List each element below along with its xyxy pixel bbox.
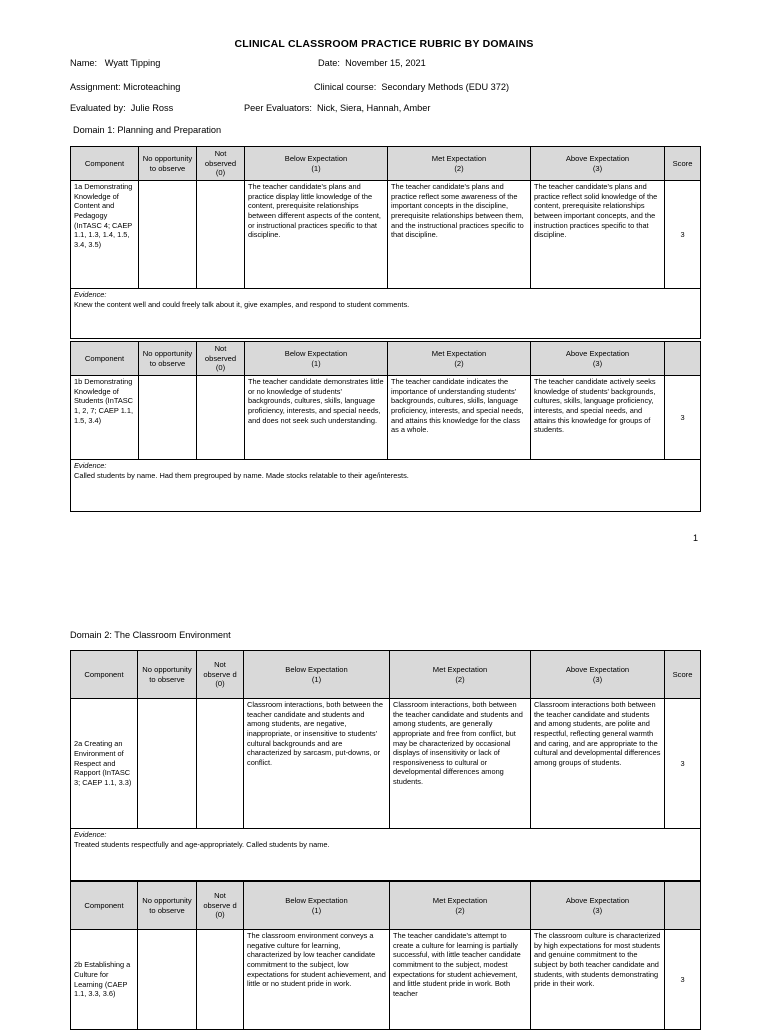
date-value: November 15, 2021 bbox=[345, 58, 426, 68]
evidence-label: Evidence: bbox=[74, 290, 107, 299]
table-row bbox=[71, 699, 701, 829]
score-cell[interactable]: 3 bbox=[665, 376, 701, 460]
table-row bbox=[71, 930, 701, 1030]
peer-value: Nick, Siera, Hannah, Amber bbox=[317, 103, 431, 113]
score-cell[interactable]: 3 bbox=[665, 181, 701, 289]
col-not-observed: Not observe d (0) bbox=[197, 651, 244, 699]
name-label: Name: bbox=[70, 58, 98, 68]
col-not-observed: Not observed (0) bbox=[197, 342, 245, 376]
evidence-text: Treated students respectfully and age-appropriately. Called students by name. bbox=[74, 839, 330, 849]
col-above: Above Expectation (3) bbox=[531, 147, 665, 181]
col-score bbox=[665, 342, 701, 376]
evidence-label: Evidence: bbox=[74, 461, 107, 470]
col-met: Met Expectation (2) bbox=[390, 651, 531, 699]
date-label: Date: bbox=[318, 58, 340, 68]
above-cell: The teacher candidate's plans and practice reflect solid knowledge of the content, prerequisite relationships between important concepts, and the instruction practices specific to that discipline. bbox=[531, 181, 665, 289]
above-cell: The classroom culture is characterized by high expectations for most students and genuine commitment to the subject by both teacher candidate and students, with students demonstrating pride in their work. bbox=[531, 930, 665, 1030]
evidence-cell[interactable] bbox=[71, 289, 701, 339]
component-cell: 2b Establishing a Culture for Learning (CAEP 1.1, 3.3, 3.6) bbox=[71, 930, 138, 1030]
component-cell: 2a Creating an Environment of Respect and Rapport (InTASC 3; CAEP 1.1, 3.3) bbox=[71, 699, 138, 829]
col-no-opportunity: No opportunity to observe bbox=[138, 882, 197, 930]
table-row bbox=[71, 181, 701, 289]
assignment-value: Microteaching bbox=[123, 82, 181, 92]
above-cell: The teacher candidate actively seeks knowledge of students' backgrounds, cultures, skills, language proficiency, interests, and special needs, and attains this knowledge for groups of students. bbox=[531, 376, 665, 460]
rubric-table-2a bbox=[70, 650, 701, 881]
component-cell: 1a Demonstrating Knowledge of Content and Pedagogy (InTASC 4; CAEP 1.1, 1.3, 1.4, 1.5, 3.4, 3.5) bbox=[71, 181, 139, 289]
col-above: Above Expectation (3) bbox=[531, 651, 665, 699]
col-below: Below Expectation (1) bbox=[245, 147, 388, 181]
not-observed-cell[interactable] bbox=[197, 930, 244, 1030]
col-not-observed: Not observe d (0) bbox=[197, 882, 244, 930]
evidence-row bbox=[71, 829, 701, 881]
peer-label: Peer Evaluators: bbox=[244, 103, 312, 113]
evidence-row bbox=[71, 289, 701, 339]
evidence-text: Called students by name. Had them pregrouped by name. Made stocks relatable to their age/interests. bbox=[74, 470, 409, 480]
page-title: CLINICAL CLASSROOM PRACTICE RUBRIC BY DOMAINS bbox=[234, 38, 534, 50]
score-cell[interactable]: 3 bbox=[665, 930, 701, 1030]
col-met: Met Expectation (2) bbox=[390, 882, 531, 930]
table-header-row bbox=[71, 882, 701, 930]
domain1-heading: Domain 1: Planning and Preparation bbox=[73, 125, 222, 135]
table-header-row bbox=[71, 342, 701, 376]
col-below: Below Expectation (1) bbox=[244, 882, 390, 930]
met-cell: Classroom interactions, both between the teacher candidate and students and among students, are generally appropriate and free from conflict, but may be characterized by occasional displays of insensitivity or lack of responsiveness to cultural or developmental differences among students. bbox=[390, 699, 531, 829]
col-met: Met Expectation (2) bbox=[388, 342, 531, 376]
col-score: Score bbox=[665, 651, 701, 699]
date-field bbox=[318, 58, 426, 68]
met-cell: The teacher candidate indicates the importance of understanding students' backgrounds, cultures, skills, language proficiency, interests, and special needs, and attains this knowledge for the class as a whole. bbox=[388, 376, 531, 460]
evidence-row bbox=[71, 460, 701, 512]
col-component: Component bbox=[71, 147, 139, 181]
assignment-field bbox=[70, 82, 180, 92]
col-below: Below Expectation (1) bbox=[245, 342, 388, 376]
evaluated-label: Evaluated by: bbox=[70, 103, 126, 113]
rubric-table-1b bbox=[70, 341, 701, 512]
name-value: Wyatt Tipping bbox=[104, 58, 161, 68]
peer-field bbox=[244, 103, 430, 113]
no-opportunity-cell[interactable] bbox=[138, 930, 197, 1030]
col-not-observed: Not observed (0) bbox=[197, 147, 245, 181]
col-no-opportunity: No opportunity to observe bbox=[138, 651, 197, 699]
course-value: Secondary Methods (EDU 372) bbox=[381, 82, 510, 92]
score-cell[interactable]: 3 bbox=[665, 699, 701, 829]
met-cell: The teacher candidate's attempt to create a culture for learning is partially successful, with little teacher candidate commitment to the subject, modest expectations for student achievement, and little student pride in work. Both teacher bbox=[390, 930, 531, 1030]
below-cell: Classroom interactions, both between the teacher candidate and students and among students, are negative, inappropriate, or insensitive to students' cultural backgrounds and are characterized by sarcasm, put-downs, or conflict. bbox=[244, 699, 390, 829]
component-cell: 1b Demonstrating Knowledge of Students (InTASC 1, 2, 7; CAEP 1.1, 1.5, 3.4) bbox=[71, 376, 139, 460]
table-header-row bbox=[71, 147, 701, 181]
no-opportunity-cell[interactable] bbox=[139, 376, 197, 460]
below-cell: The teacher candidate's plans and practice display little knowledge of the content, prerequisite relationships between different aspects of the content, or instructional practices specific to that discipline. bbox=[245, 181, 388, 289]
evidence-text: Knew the content well and could freely talk about it, give examples, and respond to student comments. bbox=[74, 299, 410, 309]
assignment-label: Assignment: bbox=[70, 82, 121, 92]
not-observed-cell[interactable] bbox=[197, 699, 244, 829]
course-label: Clinical course: bbox=[314, 82, 377, 92]
below-cell: The teacher candidate demonstrates little or no knowledge of students' backgrounds, cultures, skills, language proficiency, interests, and special needs, and does not seek such understanding. bbox=[245, 376, 388, 460]
met-cell: The teacher candidate's plans and practice reflect some awareness of the important concepts in the discipline, prerequisite relationships between them, and the instructional practices specific to that discipline. bbox=[388, 181, 531, 289]
name-field bbox=[70, 58, 160, 68]
not-observed-cell[interactable] bbox=[197, 181, 245, 289]
col-above: Above Expectation (3) bbox=[531, 882, 665, 930]
table-row bbox=[71, 376, 701, 460]
rubric-table-1a bbox=[70, 146, 701, 339]
below-cell: The classroom environment conveys a negative culture for learning, characterized by low teacher candidate commitment to the subject, low expectations for student achievement, and little or no student pride in work. bbox=[244, 930, 390, 1030]
rubric-table-2b bbox=[70, 881, 701, 1030]
evidence-label: Evidence: bbox=[74, 830, 107, 839]
col-component: Component bbox=[71, 882, 138, 930]
col-met: Met Expectation (2) bbox=[388, 147, 531, 181]
domain2-heading: Domain 2: The Classroom Environment bbox=[70, 630, 231, 640]
col-score bbox=[665, 882, 701, 930]
evaluated-value: Julie Ross bbox=[130, 103, 174, 113]
evidence-cell[interactable] bbox=[71, 829, 701, 881]
col-below: Below Expectation (1) bbox=[244, 651, 390, 699]
no-opportunity-cell[interactable] bbox=[138, 699, 197, 829]
page-number: 1 bbox=[693, 533, 699, 543]
col-no-opportunity: No opportunity to observe bbox=[139, 147, 197, 181]
course-field bbox=[314, 82, 509, 92]
not-observed-cell[interactable] bbox=[197, 376, 245, 460]
evidence-cell[interactable] bbox=[71, 460, 701, 512]
col-component: Component bbox=[71, 651, 138, 699]
col-score: Score bbox=[665, 147, 701, 181]
evaluated-field bbox=[70, 103, 173, 113]
no-opportunity-cell[interactable] bbox=[139, 181, 197, 289]
col-no-opportunity: No opportunity to observe bbox=[139, 342, 197, 376]
col-component: Component bbox=[71, 342, 139, 376]
col-above: Above Expectation (3) bbox=[531, 342, 665, 376]
above-cell: Classroom interactions both between the teacher candidate and students and among students, are polite and respectful, reflecting general warmth and caring, and are appropriate to the cultural and developmental differences among groups of students. bbox=[531, 699, 665, 829]
table-header-row bbox=[71, 651, 701, 699]
